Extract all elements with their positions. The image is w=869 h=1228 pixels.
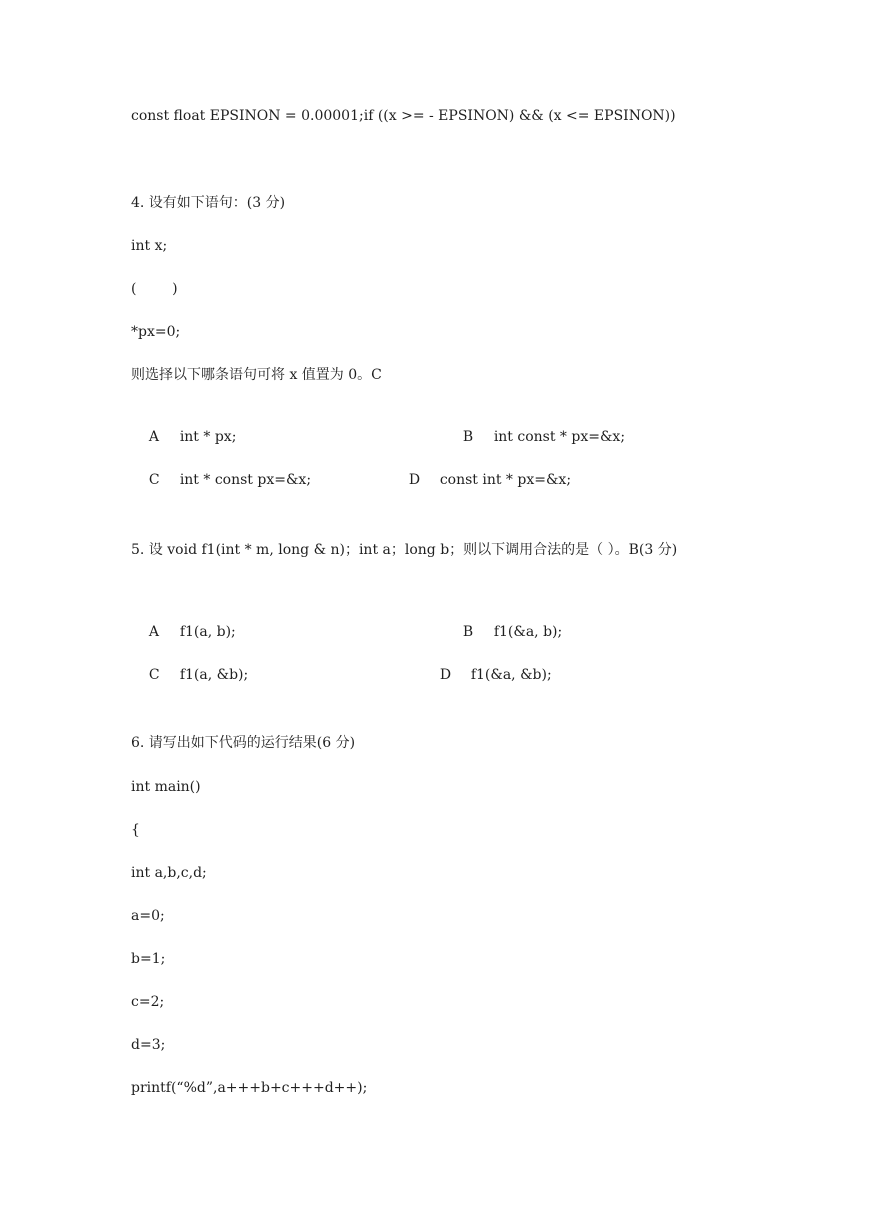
option-text: int * const px=&x;	[179, 472, 312, 488]
q4-code-line-1: int x;	[131, 238, 168, 254]
q4-title: 4. 设有如下语句：(3 分)	[131, 195, 286, 211]
q4-code-line-2: ( )	[131, 281, 178, 297]
option-text: const int * px=&x;	[439, 472, 572, 488]
q6-code-line: int main()	[131, 779, 201, 795]
q5-option-d	[422, 648, 552, 702]
option-letter: A	[148, 429, 159, 445]
option-letter: B	[462, 624, 474, 640]
q5-title: 5. 设 void f1(int * m, long & n)；int a；long b；则以下调用合法的是（ ）。B(3 分)	[131, 542, 678, 558]
option-text: f1(&a, &b);	[470, 667, 552, 683]
q4-prompt: 则选择以下哪条语句可将 x 值置为 0。C	[131, 367, 382, 383]
option-letter: A	[148, 624, 159, 640]
q6-code-line: {	[131, 822, 140, 838]
q3-code-line: const float EPSINON = 0.00001;if ((x >= - EPSINON) && (x <= EPSINON))	[131, 108, 676, 124]
q4-option-d	[391, 453, 571, 507]
option-letter: B	[462, 429, 474, 445]
option-text: f1(a, &b);	[179, 667, 249, 683]
q6-code-line: c=2;	[131, 994, 165, 1010]
option-letter: C	[148, 667, 160, 683]
option-text: int const * px=&x;	[493, 429, 626, 445]
q6-code-line: b=1;	[131, 951, 166, 967]
q6-code-line: d=3;	[131, 1037, 166, 1053]
q5-option-c	[131, 648, 248, 702]
q6-code-line: a=0;	[131, 908, 165, 924]
option-text: f1(&a, b);	[493, 624, 563, 640]
q4-option-c	[131, 453, 311, 507]
option-text: int * px;	[179, 429, 237, 445]
option-text: f1(a, b);	[179, 624, 236, 640]
option-letter: C	[148, 472, 160, 488]
q4-code-line-3: *px=0;	[131, 324, 181, 340]
q6-code-line: int a,b,c,d;	[131, 865, 207, 881]
option-letter: D	[408, 472, 421, 488]
q6-title: 6. 请写出如下代码的运行结果(6 分)	[131, 735, 356, 751]
option-letter: D	[439, 667, 452, 683]
q6-code-line: printf(“%d”,a+++b+c+++d++);	[131, 1080, 368, 1096]
